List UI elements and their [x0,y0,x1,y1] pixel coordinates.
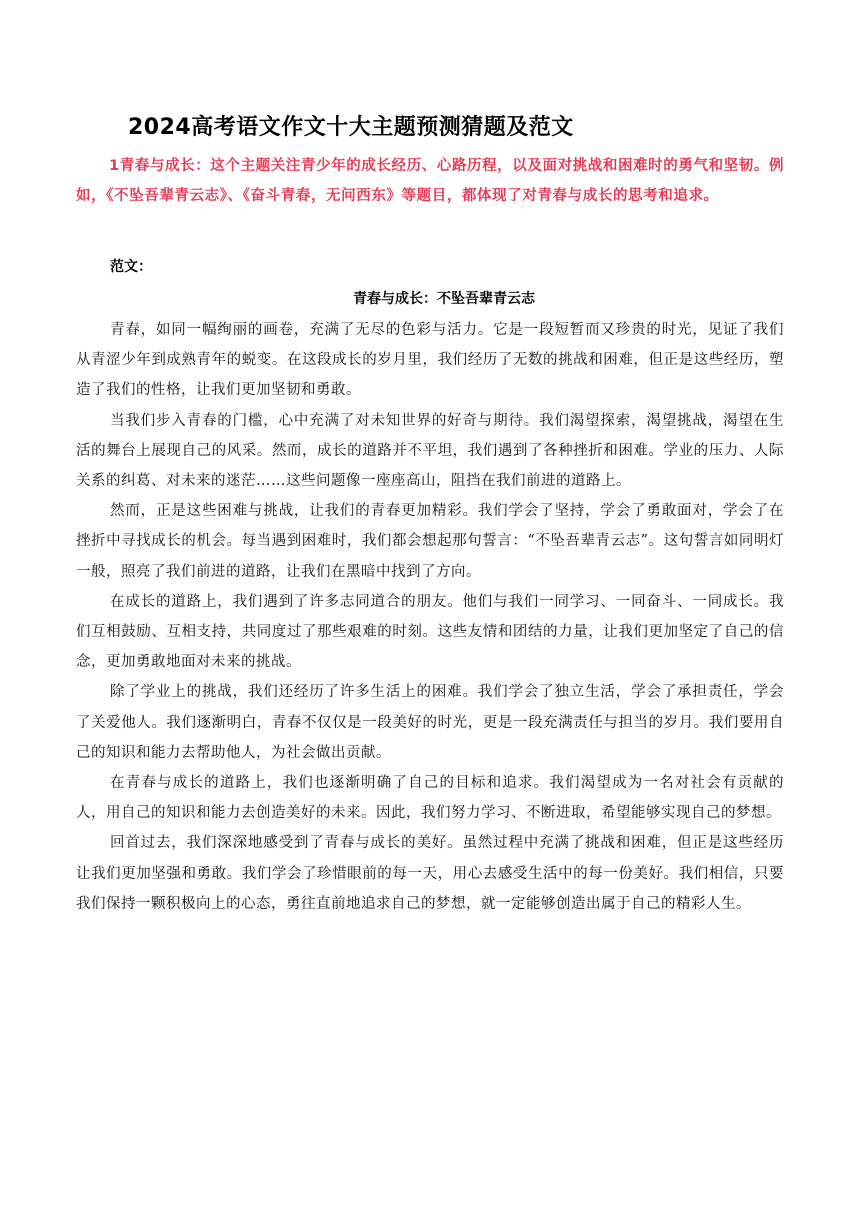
essay-paragraph: 当我们步入青春的门槛，心中充满了对未知世界的好奇与期待。我们渴望探索，渴望挑战，渴望在生活的舞台上展现自己的风采。然而，成长的道路并不平坦，我们遇到了各种挫折和困难。学业的压力、人际关系的纠葛、对未来的迷茫……这些问题像一座座高山，阻挡在我们前进的道路上。 [76,412,784,490]
sample-essay-label: 范文： [110,259,152,275]
essay-paragraph: 然而，正是这些困难与挑战，让我们的青春更加精彩。我们学会了坚持，学会了勇敢面对，学会了在挫折中寻找成长的机会。每当遇到困难时，我们都会想起那句誓言：“不坠吾辈青云志”。这句誓言如同明灯一般，照亮了我们前进的道路，让我们在黑暗中找到了方向。 [76,503,784,580]
essay-paragraph: 青春，如同一幅绚丽的画卷，充满了无尽的色彩与活力。它是一段短暂而又珍贵的时光，见证了我们从青涩少年到成熟青年的蜕变。在这段成长的岁月里，我们经历了无数的挑战和困难，但正是这些经历，塑造了我们的性格，让我们更加坚韧和勇敢。 [76,322,784,399]
essay-body [76,315,784,919]
essay-title: 青春与成长：不坠吾辈青云志 [353,291,535,307]
topic-intro: 1青春与成长：这个主题关注青少年的成长经历、心路历程，以及面对挑战和困难时的勇气和坚韧。例如，《不坠吾辈青云志》、《奋斗青春，无问西东》等题目，都体现了对青春与成长的思考和追求。 [76,158,785,204]
essay-paragraph: 除了学业上的挑战，我们还经历了许多生活上的困难。我们学会了独立生活，学会了承担责任，学会了关爱他人。我们逐渐明白，青春不仅仅是一段美好的时光，更是一段充满责任与担当的岁月。我们要用自己的知识和能力去帮助他人，为社会做出贡献。 [76,684,784,761]
essay-paragraph: 在成长的道路上，我们遇到了许多志同道合的朋友。他们与我们一同学习、一同奋斗、一同成长。我们互相鼓励、互相支持，共同度过了那些艰难的时刻。这些友情和团结的力量，让我们更加坚定了自己的信念，更加勇敢地面对未来的挑战。 [76,593,784,671]
document-title: 2024高考语文作文十大主题预测猜题及范文 [128,115,574,140]
essay-paragraph: 在青春与成长的道路上，我们也逐渐明确了自己的目标和追求。我们渴望成为一名对社会有贡献的人，用自己的知识和能力去创造美好的未来。因此，我们努力学习、不断进取，希望能够实现自己的梦想。 [76,775,784,822]
essay-paragraph: 回首过去，我们深深地感受到了青春与成长的美好。虽然过程中充满了挑战和困难，但正是这些经历让我们更加坚强和勇敢。我们学会了珍惜眼前的每一天，用心去感受生活中的每一份美好。我们相信，只要我们保持一颗积极向上的心态，勇往直前地追求自己的梦想，就一定能够创造出属于自己的精彩人生。 [76,835,784,912]
